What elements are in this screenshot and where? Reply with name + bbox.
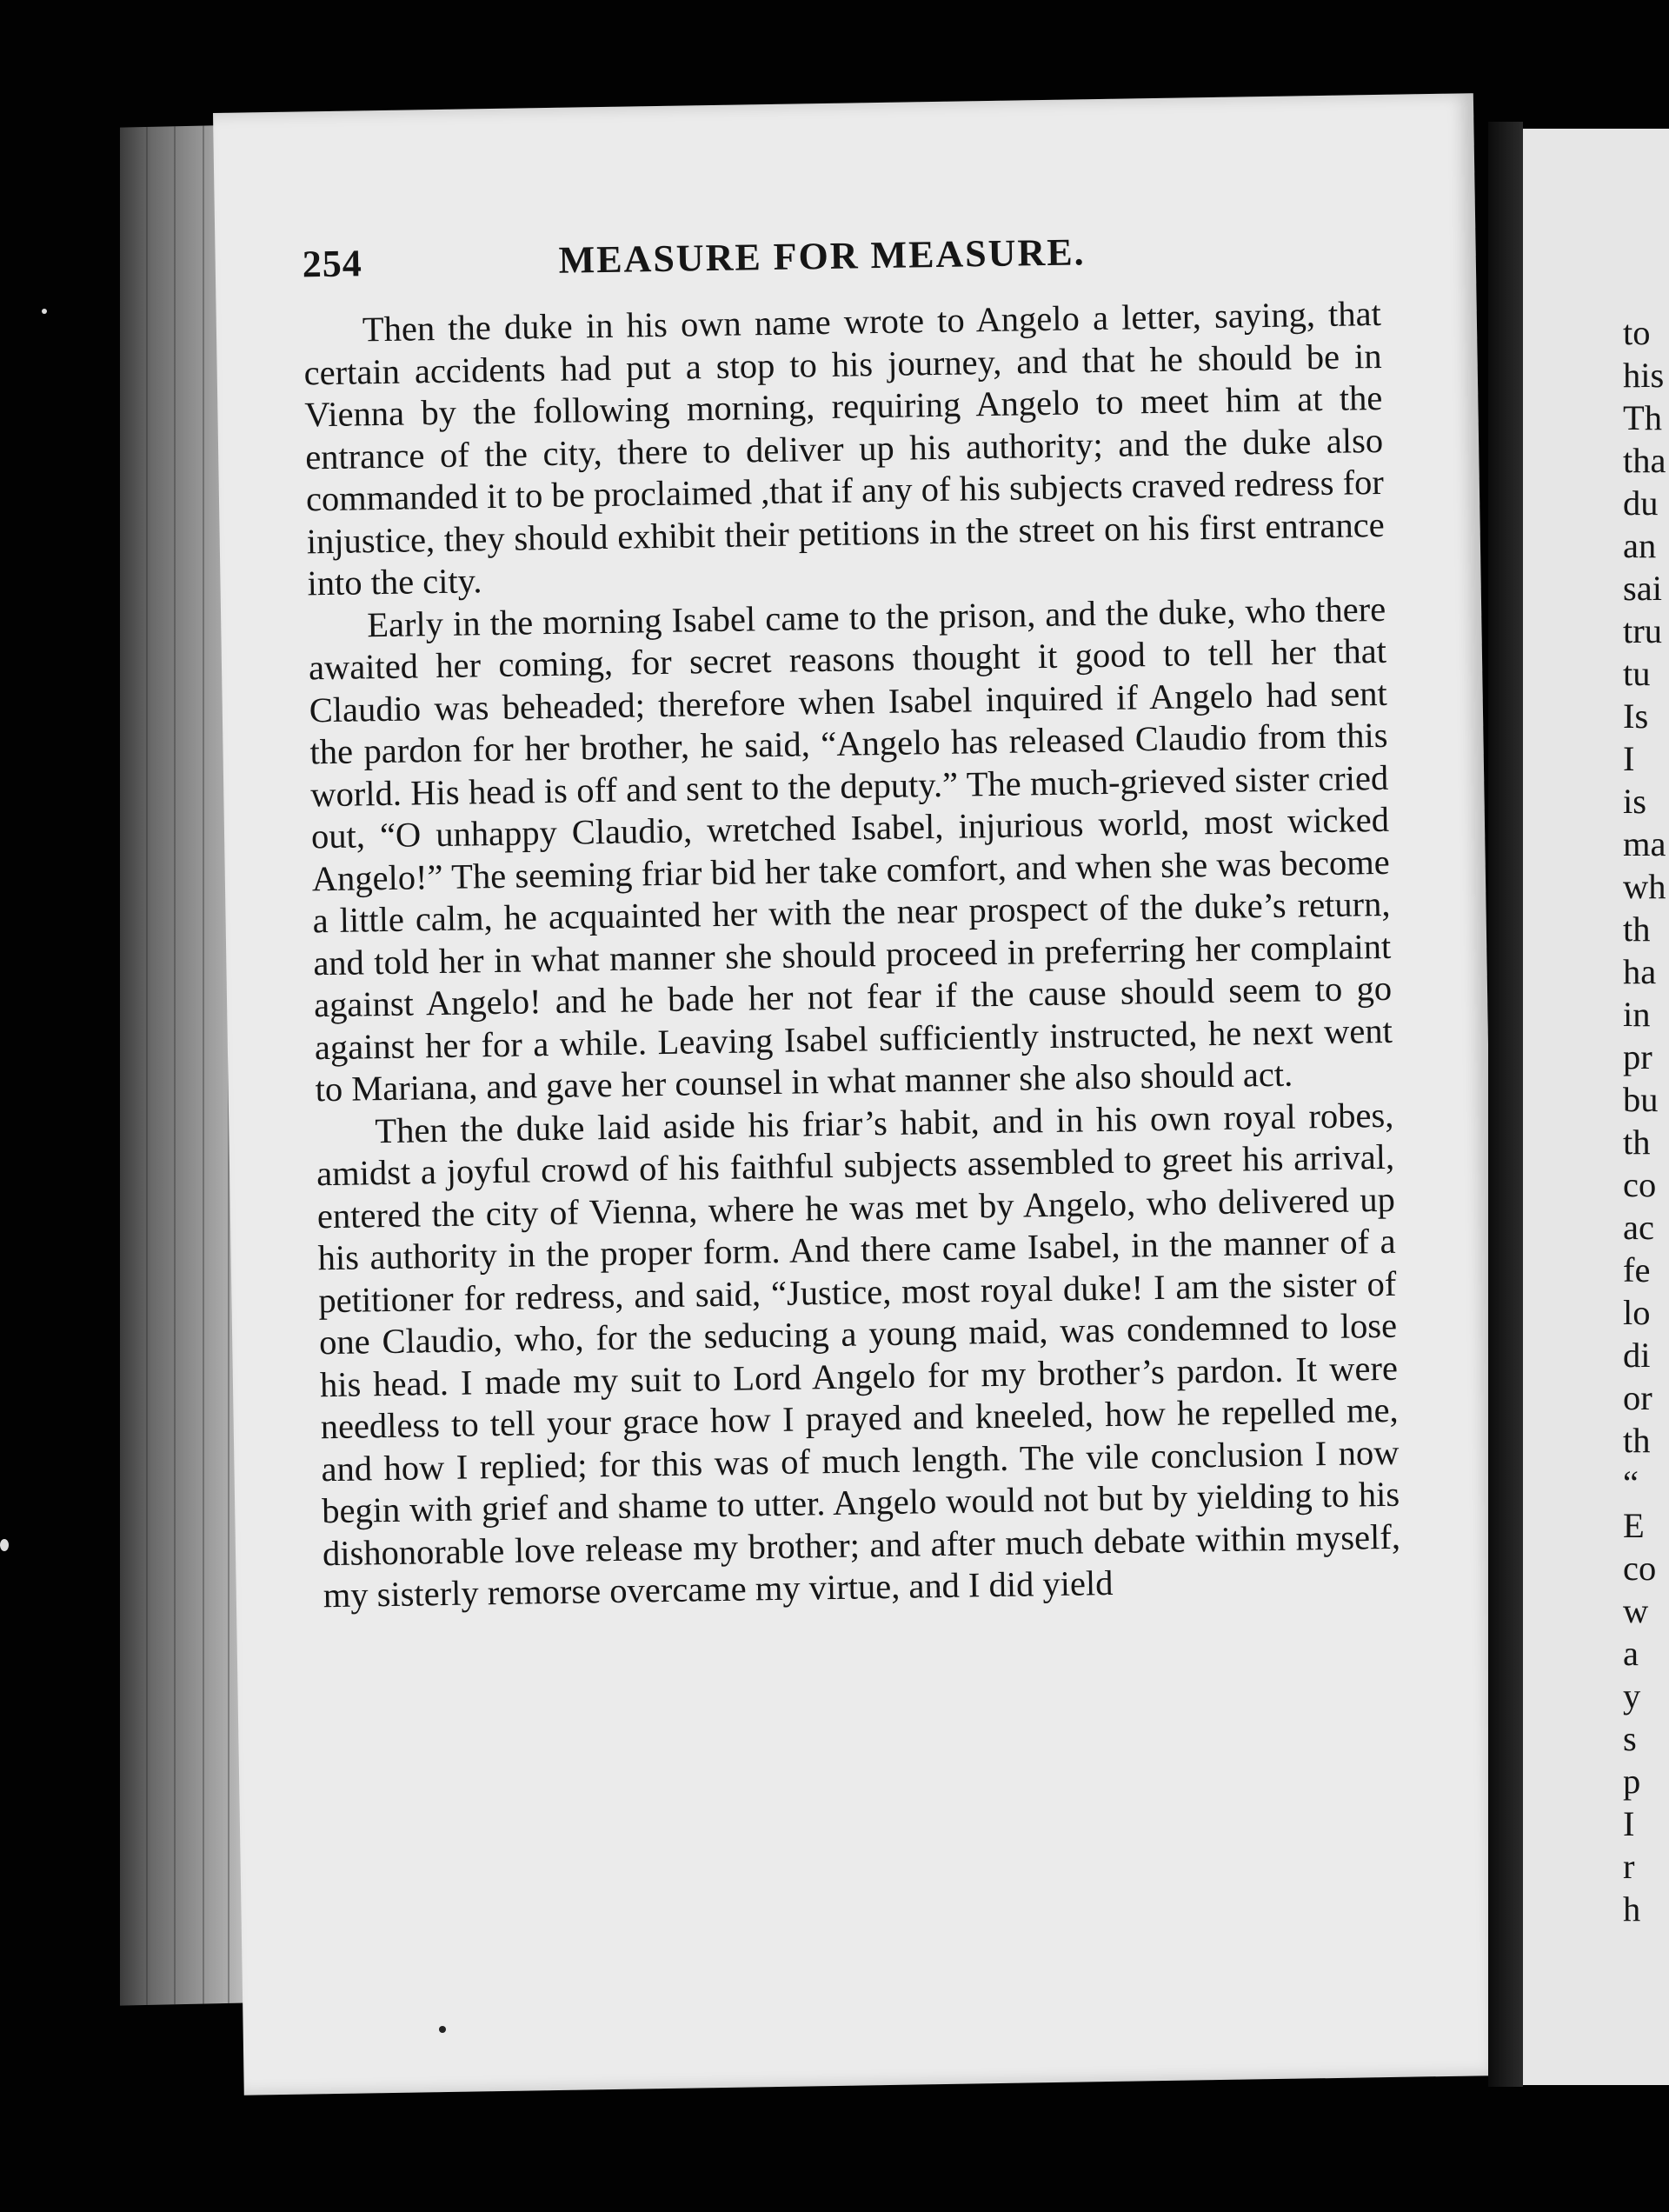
- next-page-fragment: “: [1623, 1463, 1639, 1502]
- next-page-fragment: a: [1623, 1634, 1639, 1673]
- next-page-fragment: co: [1623, 1165, 1657, 1204]
- next-page-fragment: ma: [1623, 824, 1666, 863]
- paragraph-1: Then the duke in his own name wrote to Angelo a letter, saying, that certain accidents had put a stop to his journey, and that he should be in Vienna by the following morning, requiring Angelo to meet him at the entrance of the city, there to deliver up his authority; and the duke also commanded it to be proclaimed ,that if any of his subjects craved redress for injustice, they should exhibit their petitions in the street on his first entrance into the city.: [303, 293, 1385, 603]
- next-page-fragment: to: [1623, 313, 1651, 352]
- scan-bottom-border: [0, 2099, 1669, 2212]
- next-page-fragment: sai: [1623, 569, 1662, 608]
- next-page-fragment: du: [1623, 483, 1659, 523]
- page-number: 254: [302, 242, 363, 286]
- scan-speck: [0, 1539, 9, 1551]
- running-head: [302, 225, 1380, 294]
- next-page-fragment: p: [1623, 1762, 1641, 1801]
- ink-dot: [439, 2026, 446, 2033]
- next-page-fragment: s: [1623, 1719, 1637, 1758]
- next-page-fragment: lo: [1623, 1293, 1651, 1332]
- next-page-fragment: is: [1623, 782, 1647, 821]
- next-page-fragment: Th: [1623, 398, 1662, 437]
- next-page-fragment: fe: [1623, 1250, 1651, 1289]
- scan-speck: [42, 309, 47, 314]
- book-page: [213, 93, 1505, 2095]
- next-page-fragment: tru: [1623, 611, 1662, 650]
- next-page-fragment: I: [1623, 1804, 1635, 1843]
- next-page-fragment: or: [1623, 1378, 1652, 1417]
- next-page-fragment: in: [1623, 995, 1651, 1034]
- next-page-fragment: th: [1623, 909, 1651, 949]
- next-page-fragment: ha: [1623, 952, 1657, 991]
- next-page-fragment: bu: [1623, 1080, 1659, 1119]
- next-page-fragment: di: [1623, 1336, 1651, 1375]
- next-page-fragment: w: [1623, 1591, 1649, 1630]
- next-page-fragment: his: [1623, 356, 1665, 395]
- next-page-fragment: tu: [1623, 654, 1651, 693]
- body-text: [303, 293, 1401, 1617]
- page-content: [302, 225, 1401, 1617]
- running-title: MEASURE FOR MEASURE.: [558, 230, 1086, 282]
- next-page-fragment: th: [1623, 1123, 1651, 1162]
- next-page-fragment: ac: [1623, 1208, 1654, 1247]
- next-page-fragment: y: [1623, 1676, 1641, 1716]
- book-gutter: [1488, 122, 1523, 2087]
- next-page-fragment: tha: [1623, 441, 1666, 480]
- next-page-fragment: an: [1623, 526, 1657, 565]
- next-page-fragment: th: [1623, 1421, 1651, 1460]
- next-page-fragment: h: [1623, 1889, 1641, 1929]
- next-page-fragment: E: [1623, 1506, 1645, 1545]
- next-page-fragment: pr: [1623, 1037, 1652, 1076]
- next-page-fragment: I: [1623, 739, 1635, 778]
- paragraph-3: Then the duke laid aside his friar’s habit, and in his own royal robes, amidst a joyful crowd of his faithful subjects assembled to greet his arrival, entered the city of Vienna, where he was met by Angelo, who delivered up his authority in the proper form. And there came Isabel, in the manner of a petitioner for redress, and said, “Justice, most royal duke! I am the sister of one Claudio, who, for the seducing a young maid, was condemned to lose his head. I made my suit to Lord Angelo for my brother’s pardon. It were needless to tell your grace how I prayed and kneeled, how he repelled me, and how I replied; for this was of much length. The vile conclusion I now begin with grief and shame to utter. Angelo would not but by yielding to his dishonorable love release my brother; and after much debate within myself, my sisterly remorse overcame my virtue, and I did yield: [316, 1095, 1401, 1616]
- next-page-fragments: [1623, 311, 1666, 1930]
- paragraph-2: Early in the morning Isabel came to the prison, and the duke, who there awaited her coming, for secret reasons thought it good to tell her that Claudio was beheaded; therefore when Isabel inquired if Angelo had sent the pardon for her brother, he said, “Angelo has released Claudio from this world. His head is off and sent to the deputy.” The much-grieved sister cried out, “O unhappy Claudio, wretched Isabel, injurious world, most wicked Angelo!” The seeming friar bid her take comfort, and when she was become a little calm, he acquainted her with the near prospect of the duke’s return, and told her in what manner she should proceed in preferring her complaint against Angelo! and he bade her not fear if the cause should seem to go against her for a while. Leaving Isabel sufficiently instructed, he next went to Mariana, and gave her counsel in what manner she also should act.: [308, 589, 1393, 1109]
- next-page: [1523, 129, 1669, 2085]
- next-page-fragment: wh: [1623, 867, 1666, 906]
- next-page-fragment: co: [1623, 1549, 1657, 1588]
- next-page-fragment: Is: [1623, 696, 1649, 736]
- next-page-fragment: r: [1623, 1847, 1635, 1886]
